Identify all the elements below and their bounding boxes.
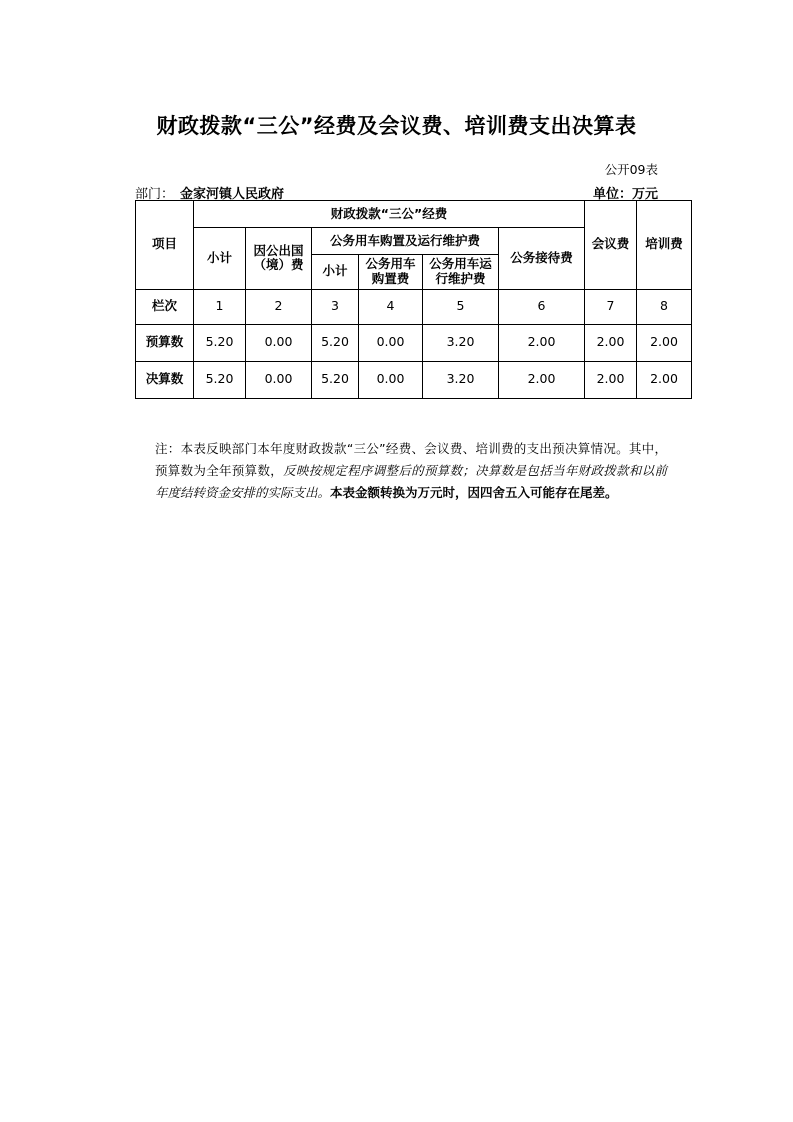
- form-code: 公开09表: [604, 162, 658, 177]
- note-text-1: 本表反映部门本年度财政拨款“三公”经费、会议费、培训费的支出预决算情况。其中，预算数为全年预算数，: [155, 441, 667, 478]
- budget-vehicle-operation: 3.20: [423, 324, 499, 361]
- column-index-1: 1: [194, 289, 246, 324]
- final-vehicle-operation: 3.20: [423, 361, 499, 398]
- header-vehicle-group: 公务用车购置及运行维护费: [312, 228, 499, 255]
- header-meeting-fee: 会议费: [585, 201, 637, 290]
- column-index-3: 3: [312, 289, 359, 324]
- column-index-5: 5: [423, 289, 499, 324]
- table-row: [136, 361, 692, 398]
- header-group-sangong: 财政拨款“三公”经费: [194, 201, 585, 228]
- budget-training: 2.00: [637, 324, 692, 361]
- table-note: [155, 438, 667, 504]
- budget-abroad: 0.00: [246, 324, 312, 361]
- unit-label: 单位：万元: [592, 187, 658, 202]
- final-meeting: 2.00: [585, 361, 637, 398]
- table-header-row-1: [136, 201, 692, 228]
- finance-table: [135, 200, 692, 399]
- column-index-8: 8: [637, 289, 692, 324]
- final-vehicle-purchase: 0.00: [359, 361, 423, 398]
- header-vehicle-subtotal: 小计: [312, 255, 359, 290]
- header-reception-fee: 公务接待费: [499, 228, 585, 290]
- final-subtotal: 5.20: [194, 361, 246, 398]
- budget-vehicle-purchase: 0.00: [359, 324, 423, 361]
- column-index-6: 6: [499, 289, 585, 324]
- page-title: 财政拨款“三公”经费及会议费、培训费支出决算表: [156, 114, 637, 138]
- budget-meeting: 2.00: [585, 324, 637, 361]
- column-index-label: 栏次: [136, 289, 194, 324]
- note-label: 注：: [155, 441, 181, 456]
- final-training: 2.00: [637, 361, 692, 398]
- header-vehicle-operation: 公务用车运行维护费: [423, 255, 499, 290]
- table-row-column-index: [136, 289, 692, 324]
- department-name: 金家河镇人民政府: [180, 187, 285, 202]
- row-label-final: 决算数: [136, 361, 194, 398]
- header-vehicle-purchase: 公务用车购置费: [359, 255, 423, 290]
- header-item: 项目: [136, 201, 194, 290]
- header-abroad-fee: 因公出国（境）费: [246, 228, 312, 290]
- column-index-2: 2: [246, 289, 312, 324]
- column-index-7: 7: [585, 289, 637, 324]
- note-text-bold: 本表金额转换为万元时，因四舍五入可能存在尾差。: [330, 484, 618, 500]
- header-training-fee: 培训费: [637, 201, 692, 290]
- final-reception: 2.00: [499, 361, 585, 398]
- row-label-budget: 预算数: [136, 324, 194, 361]
- budget-reception: 2.00: [499, 324, 585, 361]
- header-subtotal: 小计: [194, 228, 246, 290]
- department-label: 部门：: [135, 187, 175, 202]
- final-abroad: 0.00: [246, 361, 312, 398]
- budget-subtotal: 5.20: [194, 324, 246, 361]
- table-row: [136, 324, 692, 361]
- final-vehicle-subtotal: 5.20: [312, 361, 359, 398]
- note-text-italic: 反映按规定程序调整后的预算数；决算数是包括当年财政拨款和以前年度结转资金安排的实际支出。: [155, 462, 667, 500]
- budget-vehicle-subtotal: 5.20: [312, 324, 359, 361]
- column-index-4: 4: [359, 289, 423, 324]
